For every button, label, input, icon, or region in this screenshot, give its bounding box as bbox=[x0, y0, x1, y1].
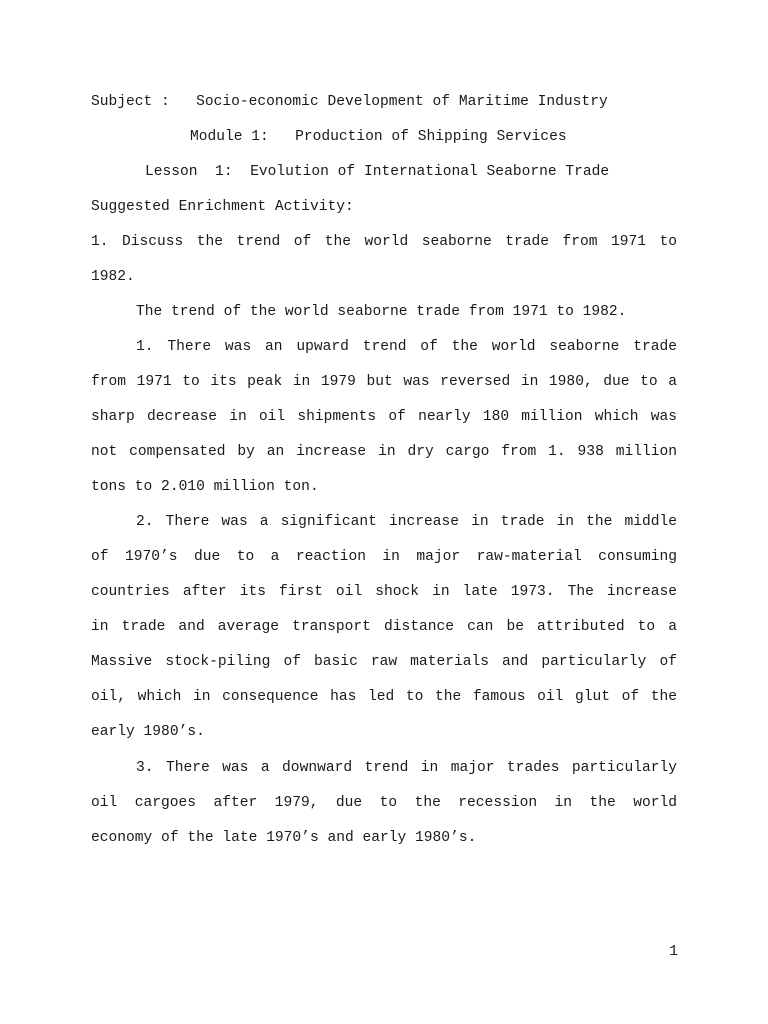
point2-line: early 1980’s. bbox=[91, 724, 205, 740]
point2-line: in trade and average transport distance can be attributed to a bbox=[91, 619, 677, 635]
question-line-1: 1. Discuss the trend of the world seaborne trade from 1971 to bbox=[91, 234, 677, 250]
question-line-2: 1982. bbox=[91, 269, 135, 285]
point3-line: 3. There was a downward trend in major trades particularly bbox=[136, 760, 677, 776]
point2-line: 2. There was a significant increase in trade in the middle bbox=[136, 514, 677, 530]
activity-heading: Suggested Enrichment Activity: bbox=[91, 199, 354, 215]
point1-line: tons to 2.010 million ton. bbox=[91, 479, 319, 495]
point3-line: oil cargoes after 1979, due to the recession in the world bbox=[91, 795, 677, 811]
point3-line: economy of the late 1970’s and early 1980’s. bbox=[91, 830, 477, 846]
point2-line: oil, which in consequence has led to the famous oil glut of the bbox=[91, 689, 677, 705]
point2-line: Massive stock-piling of basic raw materials and particularly of bbox=[91, 654, 677, 670]
subject-line: Subject : Socio-economic Development of Maritime Industry bbox=[91, 94, 608, 110]
answer-title: The trend of the world seaborne trade from 1971 to 1982. bbox=[136, 304, 627, 320]
point2-line: countries after its first oil shock in late 1973. The increase bbox=[91, 584, 677, 600]
page-number: 1 bbox=[669, 944, 678, 960]
point1-line: from 1971 to its peak in 1979 but was reversed in 1980, due to a bbox=[91, 374, 677, 390]
point2-line: of 1970’s due to a reaction in major raw-material consuming bbox=[91, 549, 677, 565]
point1-line: 1. There was an upward trend of the world seaborne trade bbox=[136, 339, 677, 355]
point1-line: sharp decrease in oil shipments of nearly 180 million which was bbox=[91, 409, 677, 425]
lesson-line: Lesson 1: Evolution of International Seaborne Trade bbox=[145, 164, 610, 180]
point1-line: not compensated by an increase in dry cargo from 1. 938 million bbox=[91, 444, 677, 460]
module-line: Module 1: Production of Shipping Services bbox=[190, 129, 567, 145]
